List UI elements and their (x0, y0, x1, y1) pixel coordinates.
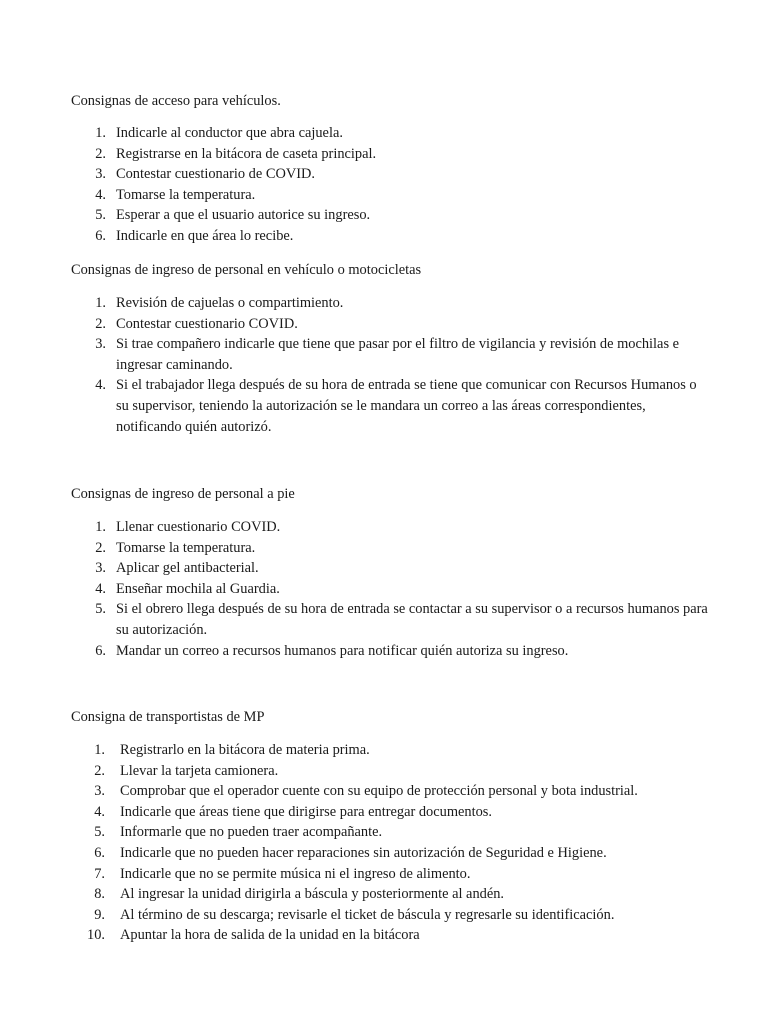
list-item: 5. Esperar a que el usuario autorice su ingreso. (95, 207, 371, 224)
list-item: 1. Registrarlo en la bitácora de materia prima. (94, 742, 370, 758)
list-item: 4. Si el trabajador llega después de su hora de entrada se tiene que comunicar con Recursos Humanos o su supervisor, teniendo la autorización se le mandara un correo a las áreas correspondientes, notificando quién autorizó. (95, 377, 697, 435)
list-item: 2. Registrarse en la bitácora de caseta principal. (95, 145, 377, 162)
list-item: 7. Indicarle que no se permite música ni el ingreso de alimento. (94, 865, 471, 882)
list-personnel-walking (71, 517, 711, 661)
list-item: 10. Apuntar la hora de salida de la unidad en la bitácora (87, 927, 420, 944)
list-item: 3. Contestar cuestionario de COVID. (95, 166, 316, 183)
list-transporters (71, 740, 711, 946)
list-item: 6. Indicarle que no pueden hacer reparaciones sin autorización de Seguridad e Higiene. (94, 844, 607, 861)
list-item: 6. Indicarle en que área lo recibe. (95, 227, 294, 244)
list-item: 4. Tomarse la temperatura. (95, 186, 256, 203)
list-item: 6. Mandar un correo a recursos humanos para notificar quién autoriza su ingreso. (95, 642, 569, 659)
list-item: 1. Indicarle al conductor que abra cajuela. (95, 125, 343, 141)
list-item: 3. Comprobar que el operador cuente con su equipo de protección personal y bota industrial. (94, 783, 638, 800)
list-vehicle-access (71, 123, 711, 247)
list-item: 2. Contestar cuestionario COVID. (95, 315, 298, 332)
list-item: 3. Aplicar gel antibacterial. (95, 560, 259, 577)
list-item: 4. Indicarle que áreas tiene que dirigirse para entregar documentos. (94, 803, 492, 820)
list-item: 5. Informarle que no pueden traer acompañante. (94, 824, 383, 841)
list-item: 8. Al ingresar la unidad dirigirla a báscula y posteriormente al andén. (94, 886, 505, 903)
section-heading-personnel-vehicle: Consignas de ingreso de personal en vehículo o motocicletas (71, 262, 422, 278)
list-item: 2. Llevar la tarjeta camionera. (94, 762, 279, 779)
list-item: 1. Llenar cuestionario COVID. (95, 519, 281, 535)
list-item: 2. Tomarse la temperatura. (95, 539, 256, 556)
list-item: 4. Enseñar mochila al Guardia. (95, 580, 280, 597)
list-item: 1. Revisión de cajuelas o compartimiento. (95, 295, 344, 311)
list-item: 5. Si el obrero llega después de su hora de entrada se contactar a su supervisor o a recursos humanos para su autorización. (95, 601, 708, 638)
section-heading-transporters: Consigna de transportistas de MP (71, 709, 265, 725)
section-heading-vehicle-access: Consignas de acceso para vehículos. (71, 93, 281, 109)
list-personnel-vehicle (71, 293, 711, 437)
section-heading-personnel-walking: Consignas de ingreso de personal a pie (71, 486, 295, 502)
list-item: 3. Si trae compañero indicarle que tiene que pasar por el filtro de vigilancia y revisión de mochilas e ingresar caminando. (95, 336, 680, 373)
list-item: 9. Al término de su descarga; revisarle el ticket de báscula y regresarle su identificación. (94, 906, 615, 923)
